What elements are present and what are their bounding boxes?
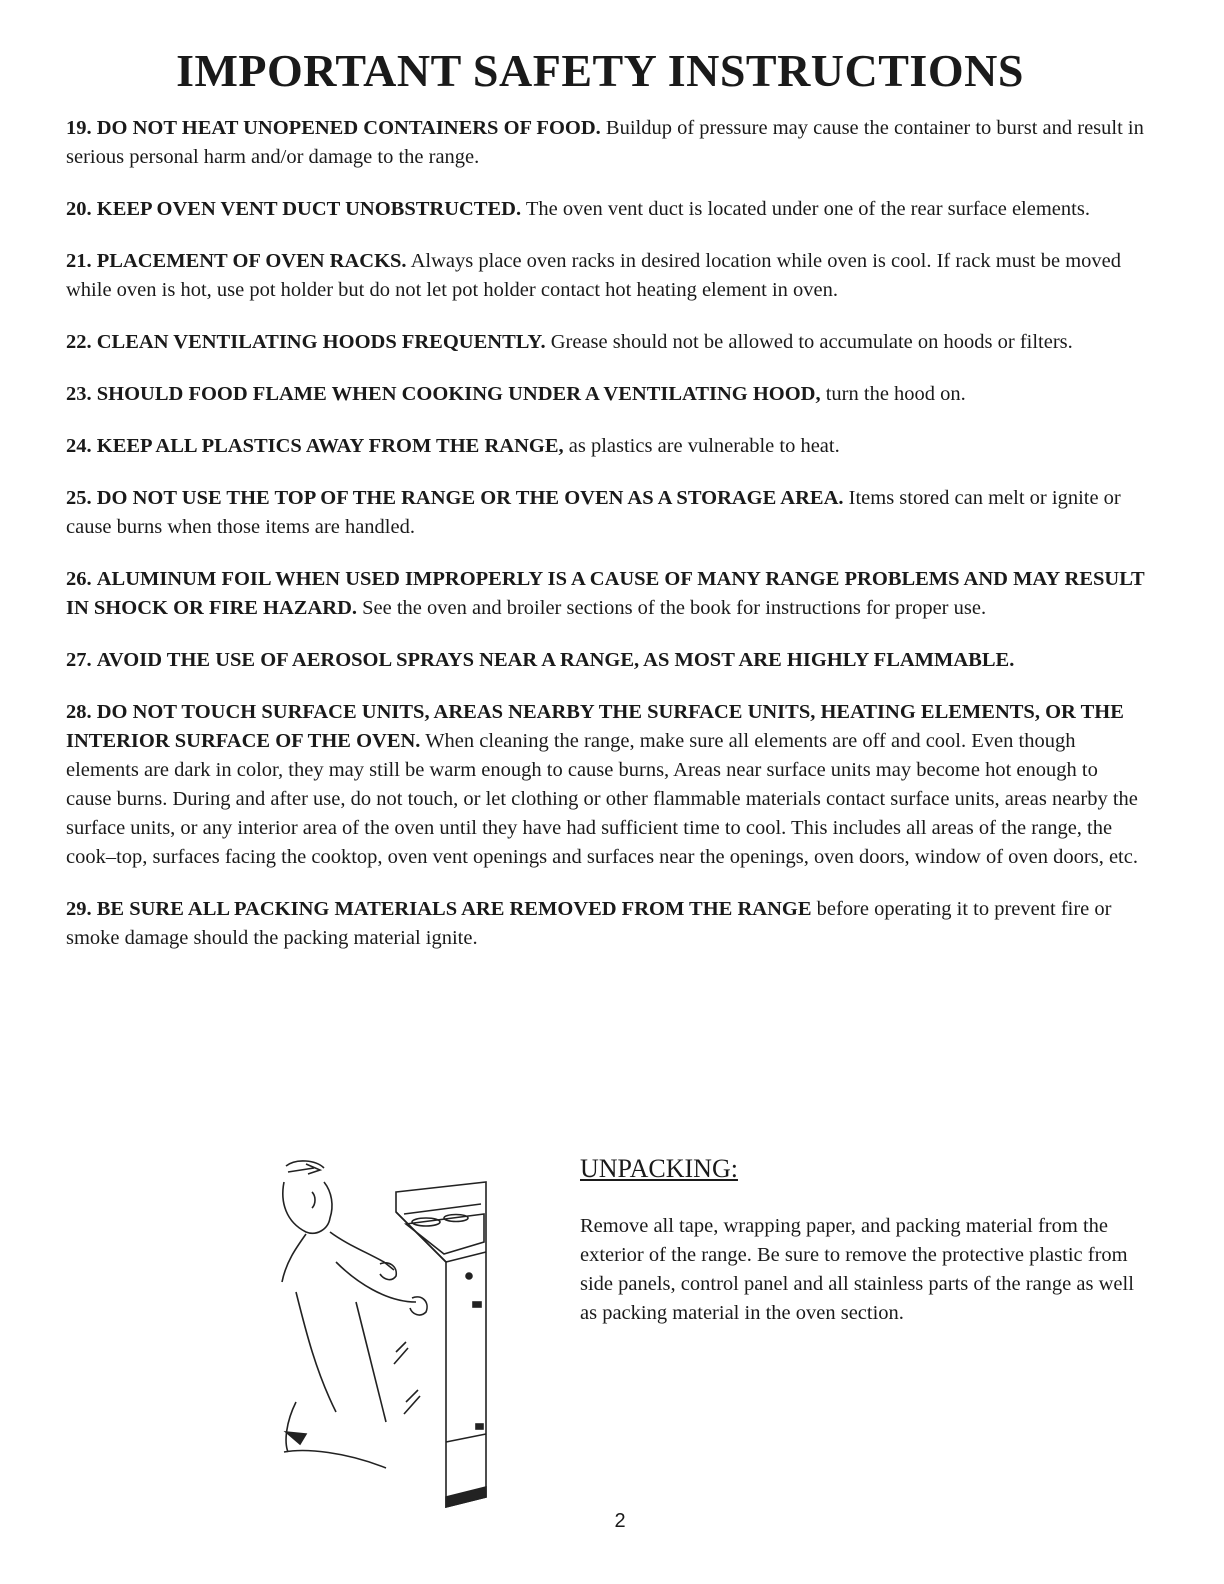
instruction-item [66,328,1146,357]
item-body: Buildup of pressure may cause the container to burst and result in serious personal harm and/or damage to the range. [66,117,1144,168]
instruction-item [66,646,1146,675]
item-body: Items stored can melt or ignite or cause burns when those items are handled. [66,487,1121,538]
item-heading: PLACEMENT OF OVEN RACKS. [96,250,407,272]
item-body: turn the hood on. [825,383,966,405]
instruction-item [66,114,1146,172]
item-heading: BE SURE ALL PACKING MATERIALS ARE REMOVED FROM THE RANGE [96,898,812,920]
item-number: 24. [66,435,92,457]
item-number: 20. [66,198,92,220]
safety-instructions-list [66,114,1146,976]
item-number: 23. [66,383,92,405]
item-heading: KEEP ALL PLASTICS AWAY FROM THE RANGE, [96,435,564,457]
item-heading: DO NOT USE THE TOP OF THE RANGE OR THE OVEN AS A STORAGE AREA. [96,487,844,509]
instruction-item [66,895,1146,953]
item-heading: KEEP OVEN VENT DUCT UNOBSTRUCTED. [96,198,522,220]
item-number: 25. [66,487,92,509]
item-number: 28. [66,701,92,723]
item-number: 29. [66,898,92,920]
unpacking-heading: UNPACKING: [580,1154,738,1183]
item-number: 21. [66,250,92,272]
item-heading: DO NOT TOUCH SURFACE UNITS, AREAS NEARBY THE SURFACE UNITS, HEATING ELEMENTS, OR THE INTERIOR SURFACE OF THE OVEN. [66,701,1124,752]
instruction-item [66,565,1146,623]
item-number: 27. [66,649,92,671]
item-heading: ALUMINUM FOIL WHEN USED IMPROPERLY IS A CAUSE OF MANY RANGE PROBLEMS AND MAY RESULT IN SHOCK OR FIRE HAZARD. [66,568,1145,619]
instruction-item [66,195,1146,224]
item-number: 19. [66,117,92,139]
item-number: 22. [66,331,92,353]
range-appliance [396,1182,486,1507]
item-heading: AVOID THE USE OF AEROSOL SPRAYS NEAR A RANGE, AS MOST ARE HIGHLY FLAMMABLE. [96,649,1015,671]
item-number: 26. [66,568,92,590]
item-heading: CLEAN VENTILATING HOODS FREQUENTLY. [96,331,546,353]
item-body: Grease should not be allowed to accumulate on hoods or filters. [550,331,1073,353]
instruction-item [66,698,1146,872]
item-body: before operating it to prevent fire or smoke damage should the packing material ignite. [66,898,1112,949]
unpacking-section [580,1154,1150,1328]
page-number: 2 [614,1510,626,1532]
item-heading: SHOULD FOOD FLAME WHEN COOKING UNDER A VENTILATING HOOD, [96,383,821,405]
unpacking-body: Remove all tape, wrapping paper, and packing material from the exterior of the range. Be sure to remove the protective plastic from side panels, control panel and all stainless parts of the range as well as packing material in the oven section. [580,1215,1134,1324]
item-heading: DO NOT HEAT UNOPENED CONTAINERS OF FOOD. [96,117,601,139]
instruction-item [66,484,1146,542]
instruction-item [66,247,1146,305]
instruction-item [66,432,1146,461]
item-body: See the oven and broiler sections of the book for instructions for proper use. [362,597,987,619]
item-body: When cleaning the range, make sure all elements are off and cool. Even though elements are dark in color, they may still be warm enough to cause burns, Areas near surface units may become hot enough to cause burns. During and after use, do not touch, or let clothing or other flammable materials contact surface units, areas nearby the surface units, or any interior area of the oven until they have had sufficient time to cool. This includes all areas of the range, the cook–top, surfaces facing the cooktop, oven vent openings and surfaces near the openings, oven doors, window of oven doors, etc. [66,730,1138,868]
unpacking-illustration [276,1152,496,1512]
instruction-item [66,380,1146,409]
page-title: IMPORTANT SAFETY INSTRUCTIONS [176,45,1024,96]
item-body: as plastics are vulnerable to heat. [568,435,840,457]
person-figure [282,1161,427,1468]
item-body: The oven vent duct is located under one of the rear surface elements. [525,198,1090,220]
item-body: Always place oven racks in desired location while oven is cool. If rack must be moved while oven is hot, use pot holder but do not let pot holder contact hot heating element in oven. [66,250,1122,301]
